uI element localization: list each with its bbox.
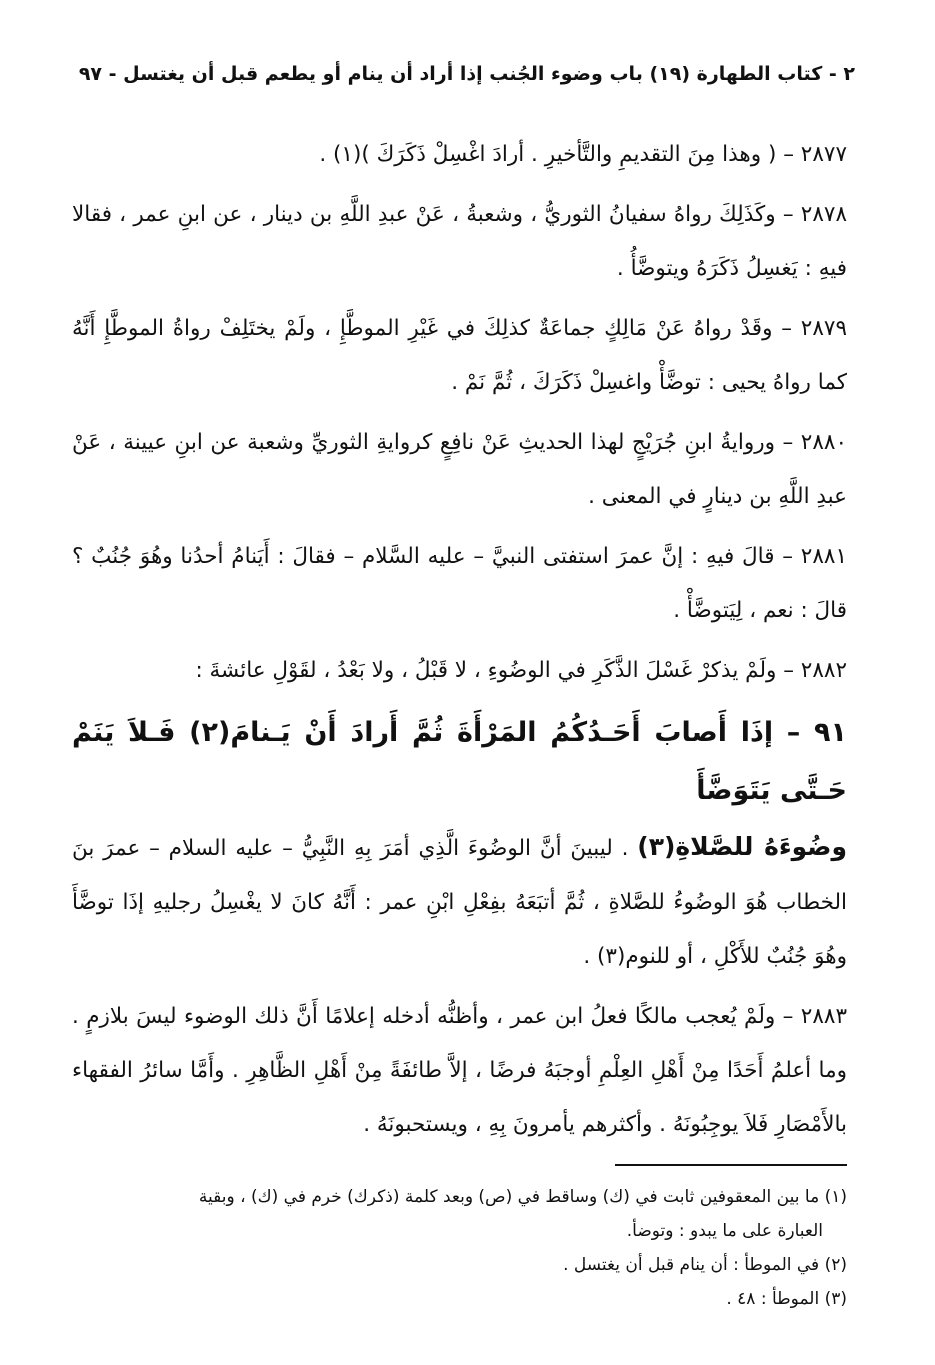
hadith-text: – إذَا أَصابَ أَحَـدُكُمُ المَرْأَةَ ثُمَّ أَرادَ أَنْ يَـنامَ(٢) فَـلاَ يَنَمْ حَـتَّى يَتَوَضَّأَ [72,717,847,806]
running-header [80,56,855,92]
hadith-91 [72,704,847,820]
footnote-1-continuation: العبارة على ما يبدو : وتوضأ. [626,1221,823,1241]
running-title: ٢ - كتاب الطهارة (١٩) باب وضوء الجُنب إذا أراد أن ينام أو يطعم قبل أن يغتسل - ٩٧ [78,63,855,85]
paragraph-2880: ٢٨٨٠ – وروايةُ ابنِ جُرَيْجٍ لهذا الحديثِ عَنْ نافِعٍ كروايةِ الثوريِّ وشعبة عن ابنِ عيينة ، عَنْ عبدِ اللَّهِ بن دينارٍ في المعنى . [72,430,847,509]
paragraph-2878: ٢٨٧٨ – وكَذَلِكَ رواهُ سفيانُ الثوريُّ ، وشعبةُ ، عَنْ عبدِ اللَّهِ بن دينار ، عن ابنِ عمر ، فقالا فيهِ : يَغسِلُ ذَكَرَهُ ويتوضَّأُ . [72,202,847,281]
footnote-separator [615,1164,847,1166]
main-text [72,128,847,1158]
footnote-2: (٢) في الموطأ : أن ينام قبل أن يغتسل . [563,1255,847,1275]
paragraph-2882: ٢٨٨٢ – ولَمْ يذكرْ غَسْلَ الذَّكَرِ في الوضُوءِ ، لا قَبْلُ ، ولا بَعْدُ ، لقَوْلِ عائشةَ : [195,658,847,683]
paragraph-2877: ٢٨٧٧ – ( وهذا مِنَ التقديمِ والتَّأخيرِ . أرادَ اغْسِلْ ذَكَرَكَ )(١) . [319,142,847,167]
paragraph-2883: ٢٨٨٣ – ولَمْ يُعجب مالكًا فعلُ ابن عمر ، وأظنُّه أدخله إعلامًا أَنَّ ذلك الوضوء ليسَ بلازمٍ . وما أعلمُ أَحَدًا مِنْ أَهْلِ العِلْمِ أوجبَهُ فرضًا ، إلاَّ طائفَةً مِنْ أَهْلِ الظَّاهِرِ . وأَمَّا سائرُ الفقهاء بالأَمْصَارِ فَلاَ يوجِبُونَهُ . وأكثرهم يأمرونَ بِهِ ، ويستحبونَهُ . [72,1004,847,1137]
footnote-3: (٣) الموطأ : ٤٨ . [726,1289,847,1309]
hadith-continuation [72,820,847,984]
paragraph-2879: ٢٨٧٩ – وقَدْ رواهُ عَنْ مَالِكٍ جماعَةٌ كذلِكَ في غَيْرِ الموطَّإِ ، ولَمْ يختَلِفْ رواةُ الموطَّإِ أَنَّهُ كما رواهُ يحيى : توضَّأْ واغسِلْ ذَكَرَكَ ، ثُمَّ نَمْ . [72,316,847,395]
paragraph-2881: ٢٨٨١ – قالَ فيهِ : إنَّ عمرَ استفتى النبيَّ – عليه السَّلام – فقالَ : أَيَنامُ أحدُنا وهُوَ جُنُبٌ ؟ قالَ : نعم ، لِيَتوضَّأْ . [72,544,847,623]
hadith-number: ٩١ [814,717,847,748]
footnotes [80,1180,847,1316]
hadith-continuation-bold: وضُوءَهُ للصَّلاةِ(٣) [637,832,847,861]
footnote-1: (١) ما بين المعقوفين ثابت في (ك) وساقط في (ص) وبعد كلمة (ذكرك) خرم في (ك) ، وبقية [198,1187,847,1207]
hadith-commentary: . ليبينَ أنَّ الوضُوءَ الَّذِي أمَرَ بِهِ النَّبِيُّ – عليه السلام – عمرَ بنَ الخطاب هُوَ الوضُوءُ للصَّلاةِ ، ثُمَّ أتبَعَهُ بفِعْلِ ابْنِ عمر : أَنَّهُ كانَ لا يغْسِلُ رجليهِ إذَا توضَّأَ وهُوَ جُنُبٌ للأَكْلِ ، أو للنوم(٣) . [72,836,847,969]
